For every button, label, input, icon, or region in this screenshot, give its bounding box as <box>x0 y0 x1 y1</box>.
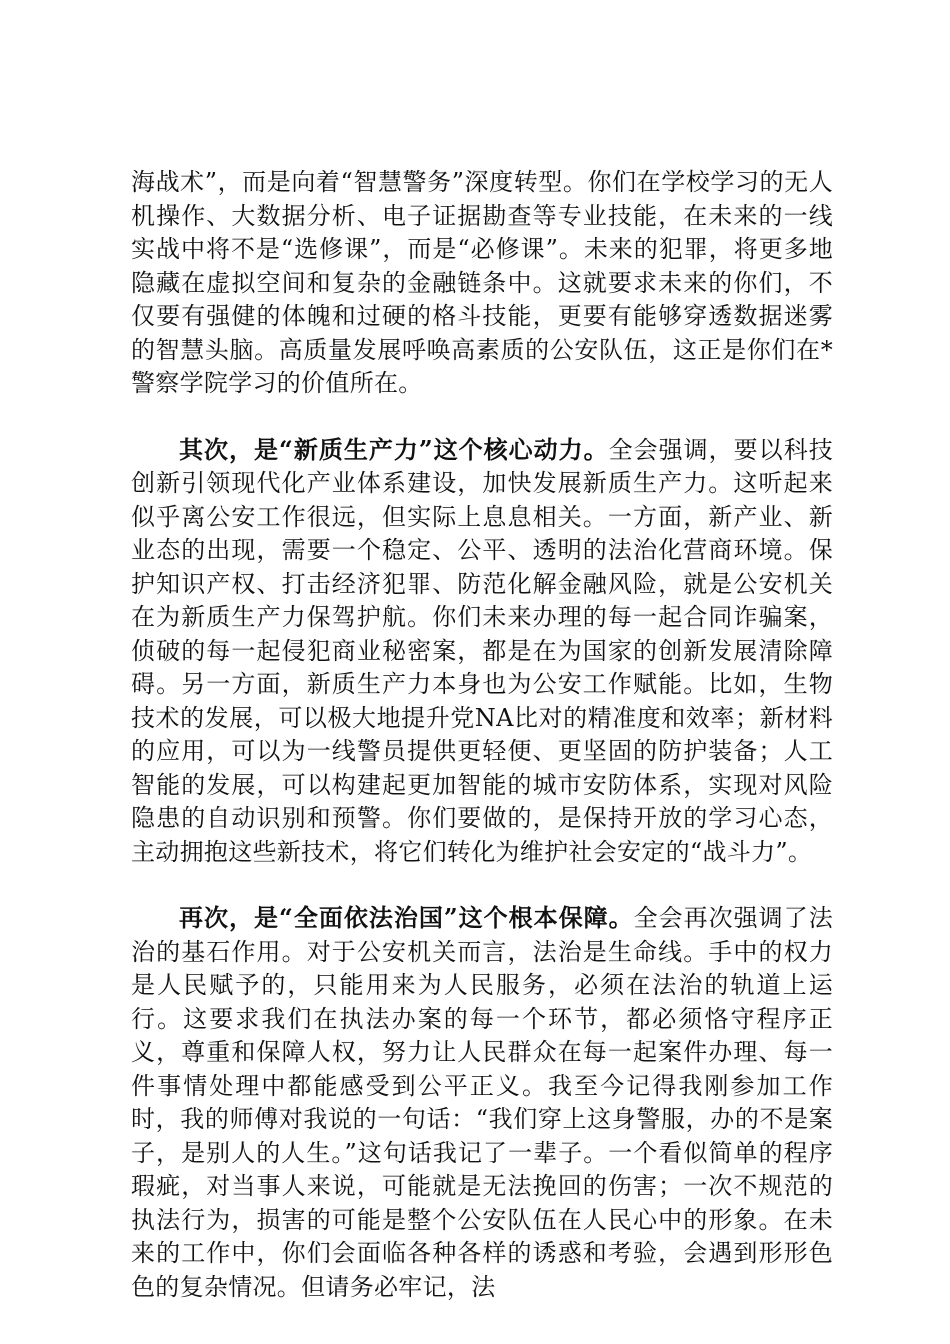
paragraph-3 <box>131 901 833 1304</box>
paragraph-text: 全会再次强调了法治的基石作用。对于公安机关而言，法治是生命线。手中的权力是人民赋予的，只能用来为人民服务，必须在法治的轨道上运行。这要求我们在执法办案的每一个环节，都必须恪守程序正义，尊重和保障人权，努力让人民群众在每一起案件办理、每一件事情处理中都能感受到公平正义。我至今记得我刚参加工作时，我的师傅对我说的一句话：“我们穿上这身警服，办的不是案子，是别人的人生。”这句话我记了一辈子。一个看似简单的程序瑕疵，对当事人来说，可能就是无法挽回的伤害；一次不规范的执法行为，损害的可能是整个公安队伍在人民心中的形象。在未来的工作中，你们会面临各种各样的诱惑和考验，会遇到形形色色的复杂情况。但请务必牢记，法 <box>131 904 833 1301</box>
paragraph-lead-heading: 其次，是“新质生产力”这个核心动力。 <box>179 434 609 464</box>
paragraph-lead-heading: 再次，是“全面依法治国”这个根本保障。 <box>179 903 634 932</box>
paragraph-1 <box>131 166 833 401</box>
document-body <box>131 166 833 1304</box>
paragraph-text: 海战术”，而是向着“智慧警务”深度转型。你们在学校学习的无人机操作、大数据分析、电子证据勘查等专业技能，在未来的一线实战中将不是“选修课”，而是“必修课”。未来的犯罪，将更多地隐藏在虚拟空间和复杂的金融链条中。这就要求未来的你们，不仅要有强健的体魄和过硬的格斗技能，更要有能够穿透数据迷雾的智慧头脑。高质量发展呼唤高素质的公安队伍，这正是你们在*警察学院学习的价值所在。 <box>131 168 833 397</box>
paragraph-text: 全会强调，要以科技创新引领现代化产业体系建设，加快发展新质生产力。这听起来似乎离公安工作很远，但实际上息息相关。一方面，新产业、新业态的出现，需要一个稳定、公平、透明的法治化营商环境。保护知识产权、打击经济犯罪、防范化解金融风险，就是公安机关在为新质生产力保驾护航。你们未来办理的每一起合同诈骗案，侦破的每一起侵犯商业秘密案，都是在为国家的创新发展清除障碍。另一方面，新质生产力本身也为公安工作赋能。比如，生物技术的发展，可以极大地提升党NA比对的精准度和效率；新材料的应用，可以为一线警员提供更轻便、更坚固的防护装备；人工智能的发展，可以构建起更加智能的城市安防体系，实现对风险隐患的自动识别和预警。你们要做的，是保持开放的学习心态，主动拥抱这些新技术，将它们转化为维护社会安定的“战斗力”。 <box>131 435 833 866</box>
paragraph-2 <box>131 433 833 870</box>
